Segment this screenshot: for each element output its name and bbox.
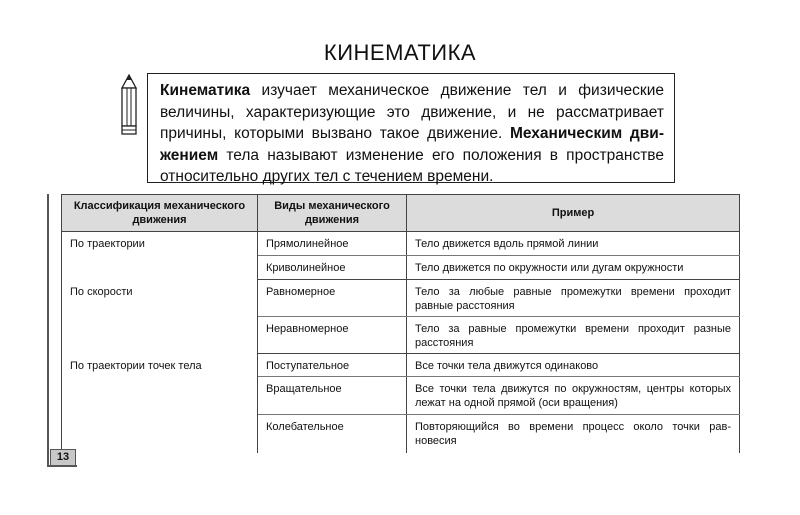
example-cell: Тело за любые равные промежутки времени проходит равные расстояния <box>407 280 740 317</box>
example-cell: Все точки тела движутся одинаково <box>407 354 740 377</box>
type-cell: Равномерное <box>258 280 407 317</box>
definition-box <box>147 73 675 183</box>
example-cell: Тело движется вдоль прямой линии <box>407 232 740 256</box>
classification-table <box>61 194 740 453</box>
header-classification: Классификация механического движения <box>62 195 258 232</box>
example-cell: Все точки тела движутся по окружностям, центры которых лежат на одной прямой (оси вращения) <box>407 377 740 415</box>
table-header-row <box>62 195 740 232</box>
header-example: Пример <box>407 195 740 232</box>
type-cell: Прямолинейное <box>258 232 407 256</box>
pencil-icon <box>118 74 140 136</box>
type-cell: Вращательное <box>258 377 407 415</box>
type-cell: Криволинейное <box>258 256 407 280</box>
term-mechanical-motion: Механическим движением <box>160 125 664 164</box>
classification-cell: По скорости <box>62 280 258 354</box>
example-cell: Тело движется по окружности или дугам окружности <box>407 256 740 280</box>
example-cell: Тело за равные промежутки времени проходит разные расстояния <box>407 317 740 354</box>
classification-cell: По траектории <box>62 232 258 280</box>
definition-text-1: изучает механическое движение тел и физические величины, характеризующие это движение, и не рассматривает причины, которыми вызвано такое движение. <box>160 82 664 142</box>
classification-cell: По траектории точек тела <box>62 354 258 453</box>
margin-rule <box>47 194 49 466</box>
type-cell: Колебательное <box>258 415 407 453</box>
page-title: КИНЕМАТИКА <box>323 40 477 65</box>
definition-text-2: тела называют изменение его положения в пространстве относительно других тел с течением времени. <box>160 146 664 185</box>
table-row <box>62 280 740 317</box>
table-row <box>62 354 740 377</box>
table-row <box>62 232 740 256</box>
term-kinematics: Кинематика <box>160 82 251 99</box>
type-cell: Неравномерное <box>258 317 407 354</box>
page-number: 13 <box>50 449 76 466</box>
example-cell: Повторяющийся во времени процесс около точки равновесия <box>407 415 740 453</box>
header-types: Виды механического движения <box>258 195 407 232</box>
type-cell: Поступательное <box>258 354 407 377</box>
